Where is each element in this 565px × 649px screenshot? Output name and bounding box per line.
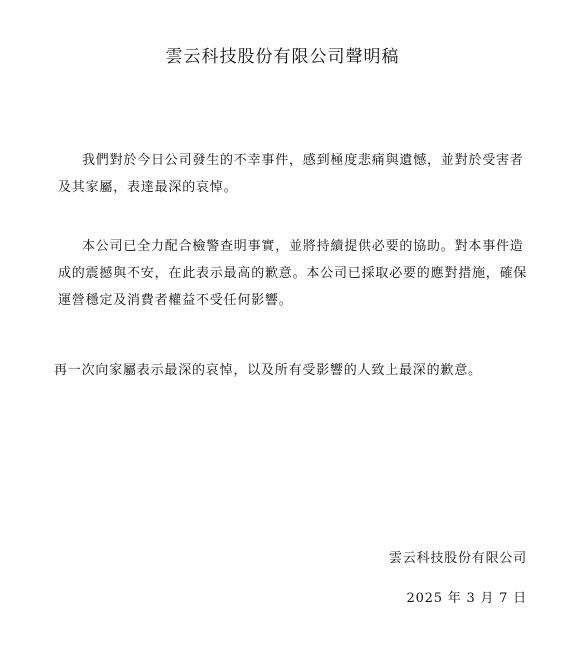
paragraph-cooperation: 本公司已全力配合檢警查明事實，並將持續提供必要的協助。對本事件造成的震撼與不安，在此表示最高的歉意。本公司已採取必要的應對措施，確保運營穩定及消費者權益不受任何影響。 — [58, 239, 528, 308]
document-title: 雲云科技股份有限公司聲明稿 — [165, 47, 400, 67]
signature-date: 2025 年 3 月 7 日 — [406, 591, 527, 606]
paragraph-condolence: 我們對於今日公司發生的不幸事件，感到極度悲痛與遺憾，並對於受害者及其家屬，表達最深的哀悼。 — [58, 153, 524, 195]
paragraph-closing: 再一次向家屬表示最深的哀悼，以及所有受影響的人致上最深的歉意。 — [54, 363, 482, 378]
signature-company: 雲云科技股份有限公司 — [388, 551, 527, 566]
